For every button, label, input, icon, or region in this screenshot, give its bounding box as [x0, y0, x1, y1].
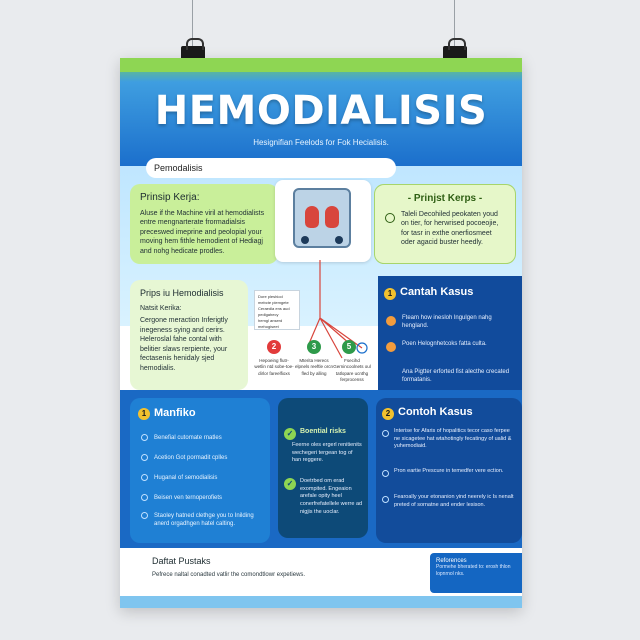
circle-bullet-icon	[141, 494, 148, 501]
contoh-kasus-card	[376, 398, 522, 543]
contoh-item: Pron eartie Prescure in temedfer vere ection.	[394, 468, 504, 474]
step-circle: 2	[267, 340, 281, 354]
bullet-dot-icon	[386, 342, 396, 352]
prinsip-kerja-body: Aluse if the Machine viril at hemodialists entre mengnarterate frormadialsis preceswed imeprine and peolopial your moving hem fithle hemodient of Hediagj and nohg hedicate prodles.	[140, 210, 265, 255]
prinjst-kerps-card	[374, 184, 516, 264]
footer-accent-bar	[120, 596, 522, 608]
manfiko-item	[142, 454, 266, 462]
dialysis-machine-illustration	[275, 180, 371, 262]
poster	[120, 58, 522, 608]
manfiko-card	[130, 398, 270, 543]
references-body: Pormehe bherated to: erosh thlon lopnrnol nks.	[436, 564, 511, 577]
cantah-footer: Ana Pigtter erforted fist alecthe crecated formatanis.	[402, 369, 510, 384]
contoh-kasus-title: Contoh Kasus	[398, 406, 473, 418]
prinjst-kerps-body: Taleli Decohiled peokaten youd on tier, for herwrised pocoeojie, for tasr in exthe onerfiosmeet oder agacid buster heedly.	[401, 211, 499, 247]
legend-line: pedlgahecy	[258, 312, 279, 317]
prips-title: Prips iu Hemodialisis	[140, 288, 224, 298]
manfiko-item-text: Acetion Got pormadit cplles	[154, 455, 228, 461]
prips-body: Cergone meraction Inferigtly inegeness sying and cerirs. Heleroslal fahe contal with belitier slaws rerpiente, your fectasenis henidaly sjed hemodialis.	[140, 317, 228, 372]
footer-body: Pefrece naltal conadted vatlir the comondtlowr expetiews.	[152, 572, 306, 578]
cantah-kasus-title: Cantah Kasus	[400, 286, 474, 298]
manfiko-item	[142, 474, 266, 482]
manfiko-item	[142, 434, 266, 442]
circle-bullet-icon	[382, 430, 389, 437]
poster-title: HEMODIALISIS	[154, 88, 488, 134]
prinsip-kerja-title: Prinsip Kerja:	[140, 192, 200, 203]
kidney-icon-left	[305, 206, 319, 228]
manfiko-item-text: Huganal of semodialisis	[154, 475, 218, 481]
prinsip-kerja-card	[130, 184, 278, 264]
wheel-icon	[301, 236, 309, 244]
poster-subtitle: Hesignifian Feelods for Fok Hecialisis.	[253, 138, 389, 147]
step-text: Fsecihd Gernincoolnets oul tatlopare ucnthg ferprocenss	[333, 358, 371, 382]
circle-bullet-icon	[141, 512, 148, 519]
cantah-item: Poen Helognhetcoks fatta culta.	[402, 341, 487, 347]
manfiko-item	[142, 494, 266, 502]
kidney-icon-right	[325, 206, 339, 228]
check-icon: ✓	[284, 428, 296, 440]
risks-card	[278, 398, 368, 538]
legend-line: hemgl anserd	[258, 318, 283, 323]
references-title: Reforences	[436, 558, 467, 564]
risks-body-2: Doetrbed om erad exompited. Engeaion arefale opity heel conerfrefatellele werre ad nigjis the uoclar.	[300, 478, 363, 515]
contoh-badge: 2	[382, 408, 394, 420]
legend-line: mehogiseet	[258, 324, 279, 329]
legend-line: mebcte piemgete	[258, 300, 289, 305]
legend-line: Ceraedla ens aud	[258, 306, 290, 311]
step-circle: 3	[307, 340, 321, 354]
cantah-badge: 1	[384, 288, 396, 300]
manfiko-item-text: Staoley hatned clethge you to Inilding anerd orgadhgen hatel calting.	[154, 513, 254, 528]
circle-bullet-icon	[141, 474, 148, 481]
search-pill: Pemodalisis	[146, 158, 396, 178]
circle-bullet-icon	[382, 496, 389, 503]
legend-box	[254, 290, 300, 330]
contoh-item: Fearoally your etonanion yind neerely ic Is nenalt preted of sornatne and ender lesison.	[394, 494, 514, 508]
cantah-kasus-panel	[378, 276, 522, 400]
circle-bullet-icon	[141, 454, 148, 461]
manfiko-badge: 1	[138, 408, 150, 420]
header-accent-band	[120, 58, 522, 72]
manfiko-item-text: Beisen ven ternoperofiets	[154, 495, 223, 501]
step-text: Hepoeing flutr-wetlin ntd sobe-toe-dirlor fareelfioxs	[254, 358, 294, 376]
references-box	[430, 553, 522, 593]
step-text: Mterita Herecs elpnels reeftle orcn fled by alling	[294, 358, 334, 376]
cantah-item: Fteam how inesloh lngulgen nahg hengland.	[402, 315, 492, 330]
check-icon: ✓	[284, 478, 296, 490]
circle-bullet-icon	[382, 470, 389, 477]
manfiko-title: Manfiko	[154, 407, 196, 419]
poster-header	[120, 58, 522, 166]
manfiko-item-text: Benefial cutomate rnatles	[154, 435, 222, 441]
circle-bullet-icon	[141, 434, 148, 441]
prinjst-kerps-title: - Prinjst Kerps -	[407, 193, 483, 204]
risks-body-1: Feerne oles ergerl renitienits wechegeri tergean tog of han reggere.	[292, 442, 362, 464]
gear-icon	[385, 213, 395, 223]
bullet-dot-icon	[386, 316, 396, 326]
step-circle: 5	[342, 340, 356, 354]
machine-icon	[293, 188, 351, 248]
prips-card	[130, 280, 248, 390]
risks-title: Boential risks	[300, 428, 346, 435]
footer-title: Daftat Pustaks	[152, 556, 211, 566]
prips-subtitle: Natsit Kerika:	[140, 305, 182, 312]
contoh-item: Interise for Afaris of hopalitics tecor caso ferpee ne sicagetee hat wtahotingly fecatingy of ualid & yuhemodiaid.	[394, 428, 512, 450]
legend-line: Dore pleshiod	[258, 294, 283, 299]
manfiko-item	[142, 512, 266, 528]
wheel-icon	[335, 236, 343, 244]
